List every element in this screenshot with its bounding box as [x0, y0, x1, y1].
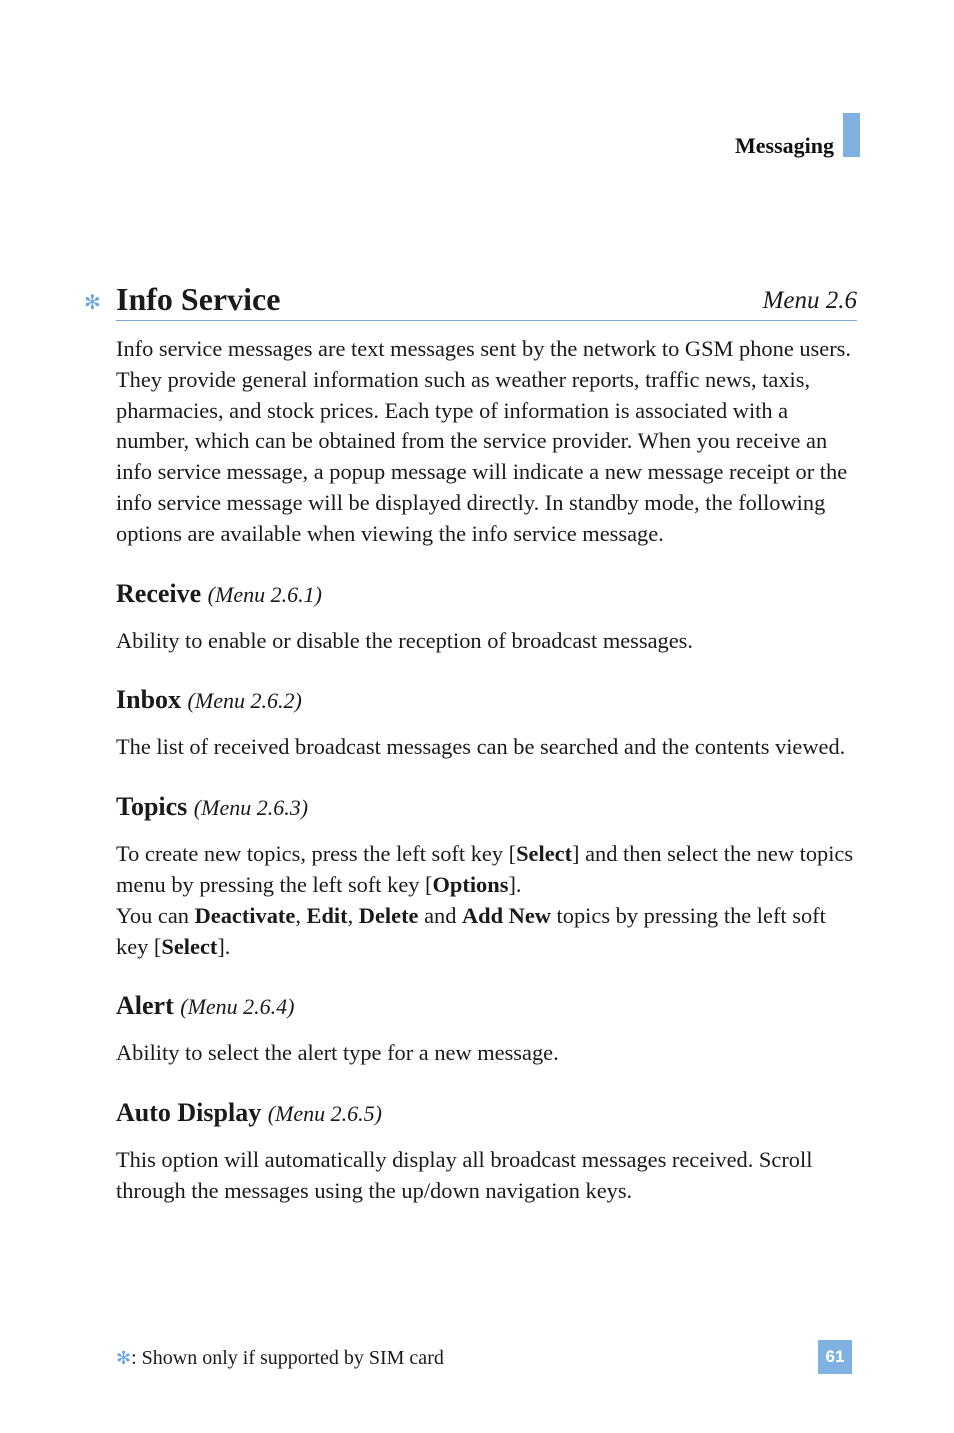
section-body-topics-2: You can Deactivate, Edit, Delete and Add New topics by pressing the left soft key [Select]. — [116, 902, 826, 959]
footnote-text: : Shown only if supported by SIM card — [131, 1347, 444, 1369]
menu-reference: Menu 2.6 — [762, 287, 857, 314]
section-heading-receive — [116, 578, 861, 611]
section-title: Topics — [116, 792, 188, 822]
sim-asterisk-icon: ✻ — [84, 290, 101, 314]
section-heading-topics — [116, 791, 861, 824]
section-menu-ref: (Menu 2.6.3) — [193, 795, 309, 821]
running-header — [735, 113, 860, 157]
page-number: 61 — [818, 1340, 852, 1374]
section-body-topics-1: To create new topics, press the left soft key [Select] and then select the new topics menu by pressing the left soft key [Options]. — [116, 841, 854, 897]
section-heading-alert — [116, 990, 861, 1023]
section-body-auto-display: This option will automatically display all broadcast messages received. Scroll through the messages using the up/down navigation keys. — [116, 1147, 813, 1203]
section-title: Receive — [116, 578, 202, 608]
section-body-receive: Ability to enable or disable the reception of broadcast messages. — [116, 627, 693, 653]
section-title: Inbox — [116, 685, 182, 715]
section-heading-auto-display — [116, 1097, 861, 1130]
section-menu-ref: (Menu 2.6.5) — [267, 1101, 382, 1127]
section-name: Messaging — [735, 133, 834, 158]
section-title: Alert — [116, 991, 174, 1021]
section-title: Auto Display — [116, 1098, 262, 1128]
footnote — [116, 1344, 444, 1373]
section-menu-ref: (Menu 2.6.1) — [207, 581, 322, 607]
section-menu-ref: (Menu 2.6.2) — [187, 688, 302, 714]
section-body-alert: Ability to select the alert type for a new message. — [116, 1040, 559, 1066]
section-heading-inbox — [116, 684, 861, 717]
header-tab-bar — [843, 113, 860, 157]
page-title: Info Service — [116, 281, 281, 317]
main-content — [116, 334, 861, 1207]
sim-asterisk-icon: ✻ — [116, 1348, 132, 1369]
section-menu-ref: (Menu 2.6.4) — [180, 994, 295, 1020]
page-title-row — [116, 280, 857, 321]
intro-paragraph: Info service messages are text messages sent by the network to GSM phone users. They provide general information such as weather reports, traffic news, taxis, pharmacies, and stock prices. Each type of information is associated with a number, which can be obtained from the service provider. When you receive an info service message, a popup message will indicate a new message receipt or the info service message will be displayed directly. In standby mode, the following options are available when viewing the info service message. — [116, 336, 851, 546]
section-body-inbox: The list of received broadcast messages can be searched and the contents viewed. — [116, 734, 846, 760]
